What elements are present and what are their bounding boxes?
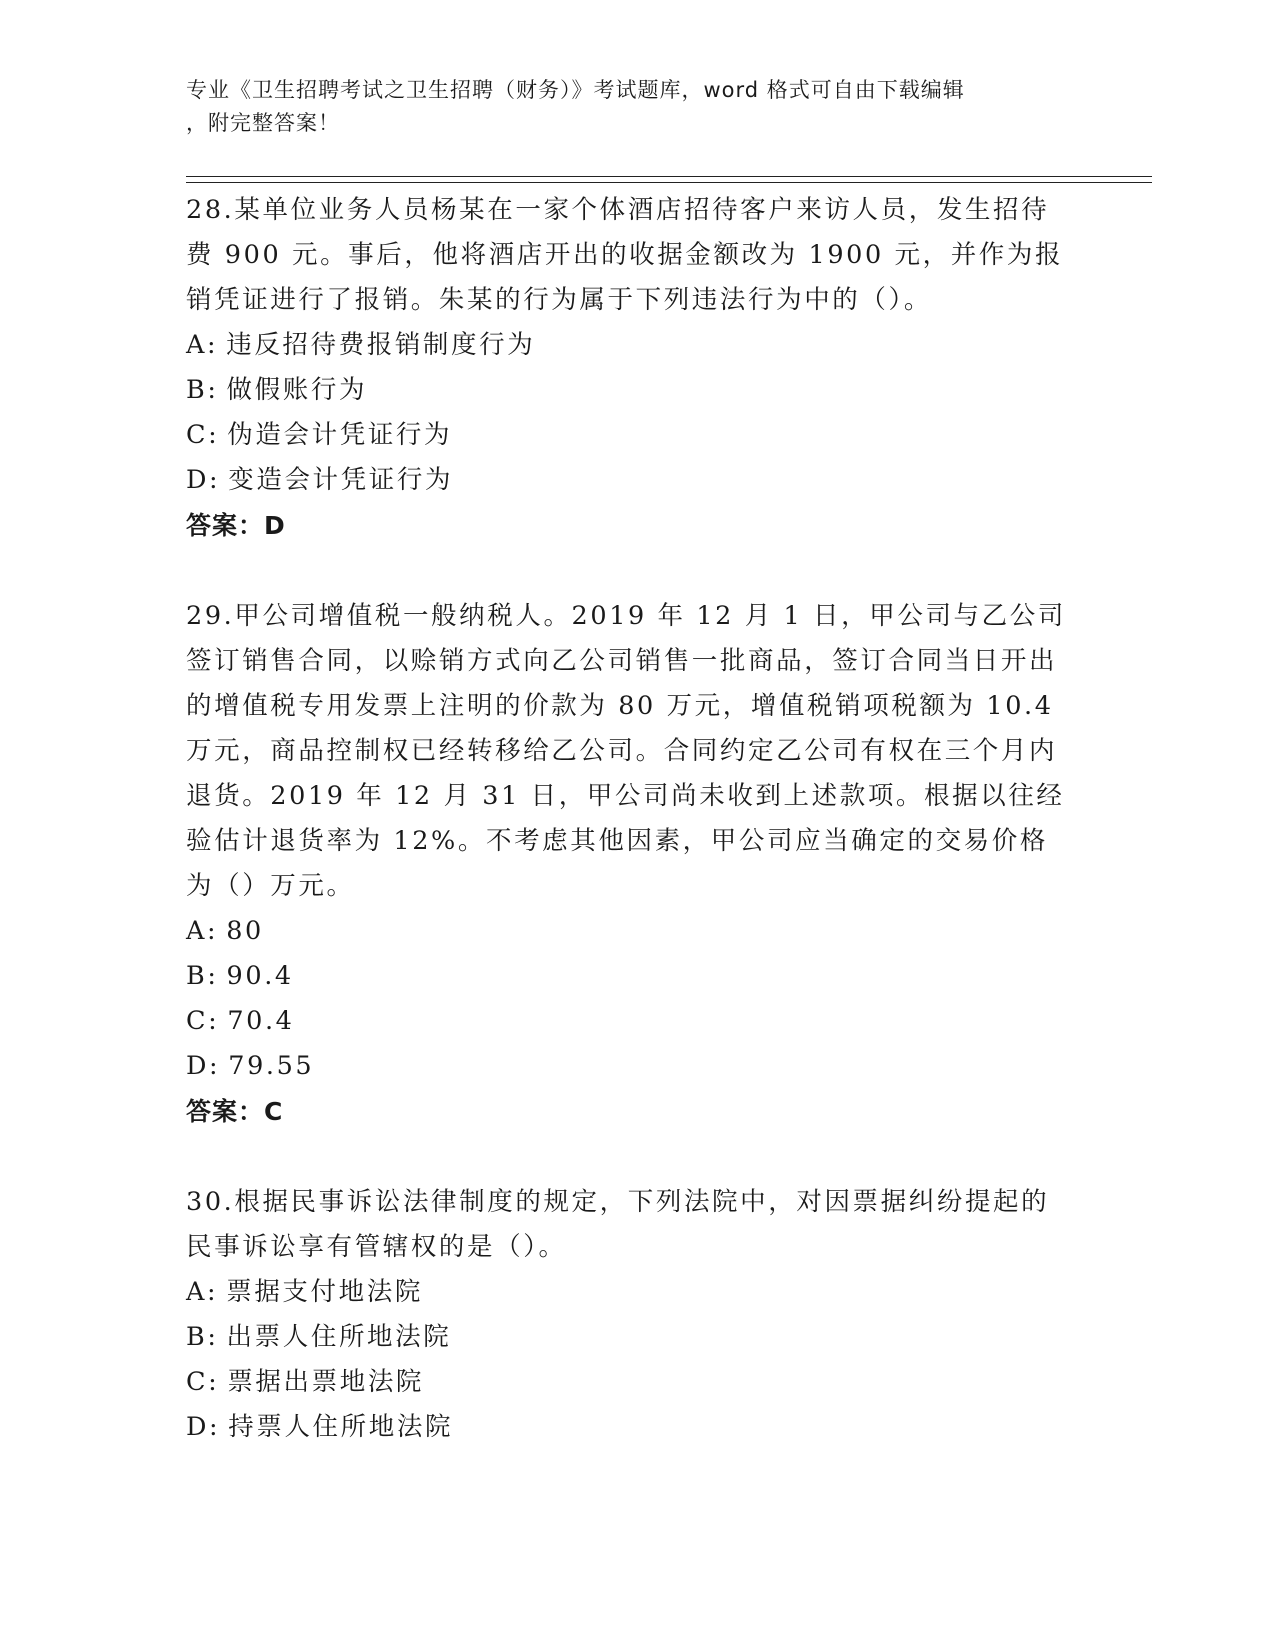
option-text: 出票人住所地法院 — [226, 1322, 452, 1352]
header-line-2: ，附完整答案！ — [186, 111, 340, 135]
question-text: 30.根据民事诉讼法律制度的规定，下列法院中，对因票据纠纷提起的民事诉讼享有管辖权的是（）。 — [186, 1187, 1050, 1262]
question-spacer — [186, 1134, 1086, 1180]
option-text: 变造会计凭证行为 — [228, 465, 454, 495]
option-a: A: 违反招待费报销制度行为 — [186, 330, 536, 360]
page-header — [186, 74, 1066, 140]
option-a: A: 票据支付地法院 — [186, 1277, 423, 1307]
option-text: 70.4 — [227, 1006, 295, 1036]
option-text: 票据支付地法院 — [226, 1277, 423, 1307]
question-text: 28.某单位业务人员杨某在一家个体酒店招待客户来访人员，发生招待费 900 元。事后，他将酒店开出的收据金额改为 1900 元，并作为报销凭证进行了报销。朱某的行为属于下列违法行为中的（）。 — [186, 195, 1064, 315]
option-text: 违反招待费报销制度行为 — [226, 330, 536, 360]
header-divider-top — [186, 176, 1152, 177]
option-text: 做假账行为 — [226, 375, 368, 405]
option-letter: A — [186, 916, 208, 946]
option-text: 伪造会计凭证行为 — [227, 420, 453, 450]
answer-line — [186, 503, 1086, 548]
answer-line — [186, 1089, 1086, 1134]
option-letter: B — [186, 961, 208, 991]
option-d: D: 持票人住所地法院 — [186, 1412, 454, 1442]
option-letter: C — [186, 1367, 209, 1397]
option-b: B: 90.4 — [186, 961, 294, 991]
header-divider-bottom — [186, 182, 1152, 183]
option-list — [186, 909, 1086, 1089]
option-letter: D — [186, 465, 210, 495]
option-c: C: 伪造会计凭证行为 — [186, 420, 453, 450]
option-d: D: 变造会计凭证行为 — [186, 465, 454, 495]
option-list — [186, 1270, 1086, 1450]
option-text: 票据出票地法院 — [227, 1367, 425, 1397]
option-letter: C — [186, 420, 209, 450]
answer-label: 答案： — [186, 1097, 265, 1126]
question-list — [186, 188, 1086, 1450]
option-list — [186, 323, 1086, 503]
option-a: A: 80 — [186, 916, 264, 946]
question-29 — [186, 594, 1086, 1134]
option-letter: A — [186, 1277, 208, 1307]
option-c: C: 70.4 — [186, 1006, 295, 1036]
question-spacer — [186, 548, 1086, 594]
header-line-1: 专业《卫生招聘考试之卫生招聘（财务）》考试题库，word 格式可自由下载编辑 — [186, 78, 965, 102]
option-letter: B — [186, 1322, 208, 1352]
option-text: 持票人住所地法院 — [228, 1412, 454, 1442]
option-letter: C — [186, 1006, 209, 1036]
option-d: D: 79.55 — [186, 1051, 315, 1081]
option-letter: B — [186, 375, 208, 405]
answer-label: 答案： — [186, 511, 265, 540]
option-text: 80 — [226, 916, 264, 946]
question-text: 29.甲公司增值税一般纳税人。2019 年 12 月 1 日，甲公司与乙公司签订销售合同，以赊销方式向乙公司销售一批商品，签订合同当日开出的增值税专用发票上注明的价款为 80 万元，增值税销项税额为 10.4 万元，商品控制权已经转移给乙公司。合同约定乙公司有权在三个月内退货。2019 年 12 月 31 日，甲公司尚未收到上述款项。根据以往经验估计退货率为 12%。不考虑其他因素，甲公司应当确定的交易价格为（）万元。 — [186, 601, 1066, 901]
option-text: 79.55 — [228, 1051, 315, 1081]
option-b: B: 做假账行为 — [186, 375, 368, 405]
option-letter: A — [186, 330, 208, 360]
option-text: 90.4 — [226, 961, 294, 991]
question-30 — [186, 1180, 1086, 1450]
option-b: B: 出票人住所地法院 — [186, 1322, 452, 1352]
option-letter: D — [186, 1051, 210, 1081]
option-letter: D — [186, 1412, 210, 1442]
answer-value: C — [264, 1097, 284, 1126]
option-c: C: 票据出票地法院 — [186, 1367, 425, 1397]
answer-value: D — [264, 511, 286, 540]
question-28 — [186, 188, 1086, 548]
